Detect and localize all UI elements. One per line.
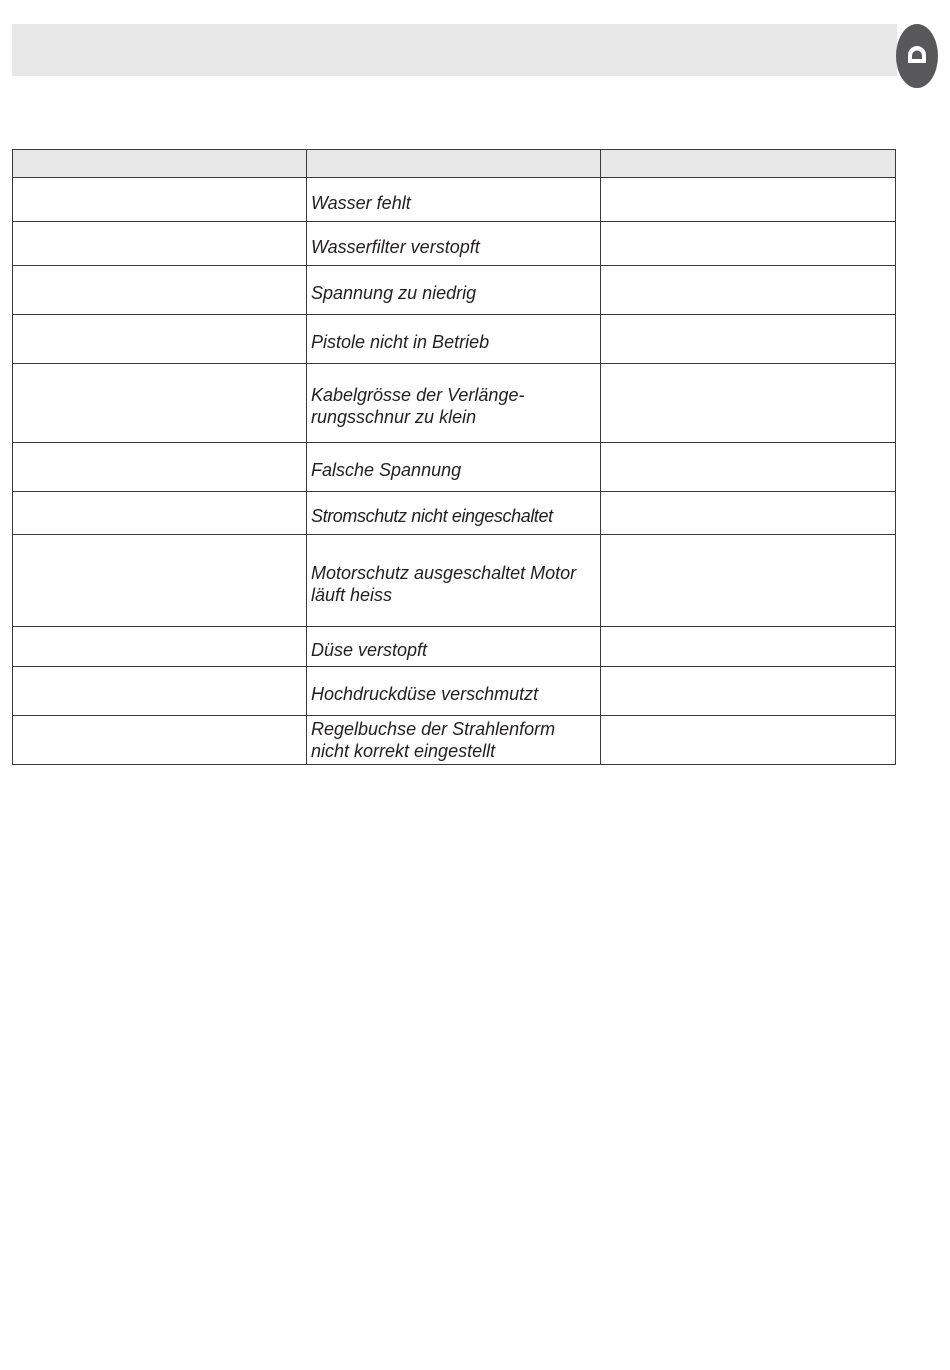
remedy-cell bbox=[601, 443, 896, 492]
troubleshooting-table bbox=[12, 149, 896, 765]
table-row bbox=[13, 535, 896, 627]
table-row bbox=[13, 178, 896, 222]
cause-cell: Spannung zu niedrig bbox=[307, 266, 601, 315]
cause-cell: Düse verstopft bbox=[307, 627, 601, 667]
problem-cell bbox=[13, 364, 307, 443]
cause-cell: Wasser fehlt bbox=[307, 178, 601, 222]
language-tab bbox=[896, 24, 938, 88]
column-header-problem bbox=[13, 150, 307, 178]
table-row bbox=[13, 222, 896, 266]
cause-cell: Kabelgrösse der Verlänge- rungsschnur zu klein bbox=[307, 364, 601, 443]
column-header-remedy bbox=[601, 150, 896, 178]
table-row bbox=[13, 443, 896, 492]
table-row bbox=[13, 492, 896, 535]
remedy-cell bbox=[601, 716, 896, 765]
remedy-cell bbox=[601, 667, 896, 716]
language-tab-icon bbox=[905, 43, 929, 67]
problem-cell bbox=[13, 492, 307, 535]
table-row bbox=[13, 315, 896, 364]
remedy-cell bbox=[601, 492, 896, 535]
problem-cell bbox=[13, 178, 307, 222]
remedy-cell bbox=[601, 315, 896, 364]
table-header-row bbox=[13, 150, 896, 178]
problem-cell bbox=[13, 535, 307, 627]
remedy-cell bbox=[601, 627, 896, 667]
remedy-cell bbox=[601, 535, 896, 627]
problem-cell bbox=[13, 716, 307, 765]
problem-cell bbox=[13, 627, 307, 667]
header-bar bbox=[12, 24, 897, 76]
column-header-cause bbox=[307, 150, 601, 178]
problem-cell bbox=[13, 266, 307, 315]
table-row bbox=[13, 667, 896, 716]
cause-cell: Regelbuchse der Strahlenform nicht korrekt eingestellt bbox=[307, 716, 601, 765]
cause-cell: Hochdruckdüse verschmutzt bbox=[307, 667, 601, 716]
table-row bbox=[13, 627, 896, 667]
table-row bbox=[13, 266, 896, 315]
table-row bbox=[13, 364, 896, 443]
cause-cell: Motorschutz ausgeschaltet Motor läuft heiss bbox=[307, 535, 601, 627]
problem-cell bbox=[13, 222, 307, 266]
cause-cell: Pistole nicht in Betrieb bbox=[307, 315, 601, 364]
table-row bbox=[13, 716, 896, 765]
cause-cell: Falsche Spannung bbox=[307, 443, 601, 492]
remedy-cell bbox=[601, 178, 896, 222]
problem-cell bbox=[13, 667, 307, 716]
cause-cell: Stromschutz nicht eingeschaltet bbox=[307, 492, 601, 535]
remedy-cell bbox=[601, 364, 896, 443]
cause-cell: Wasserfilter verstopft bbox=[307, 222, 601, 266]
remedy-cell bbox=[601, 222, 896, 266]
remedy-cell bbox=[601, 266, 896, 315]
problem-cell bbox=[13, 315, 307, 364]
problem-cell bbox=[13, 443, 307, 492]
